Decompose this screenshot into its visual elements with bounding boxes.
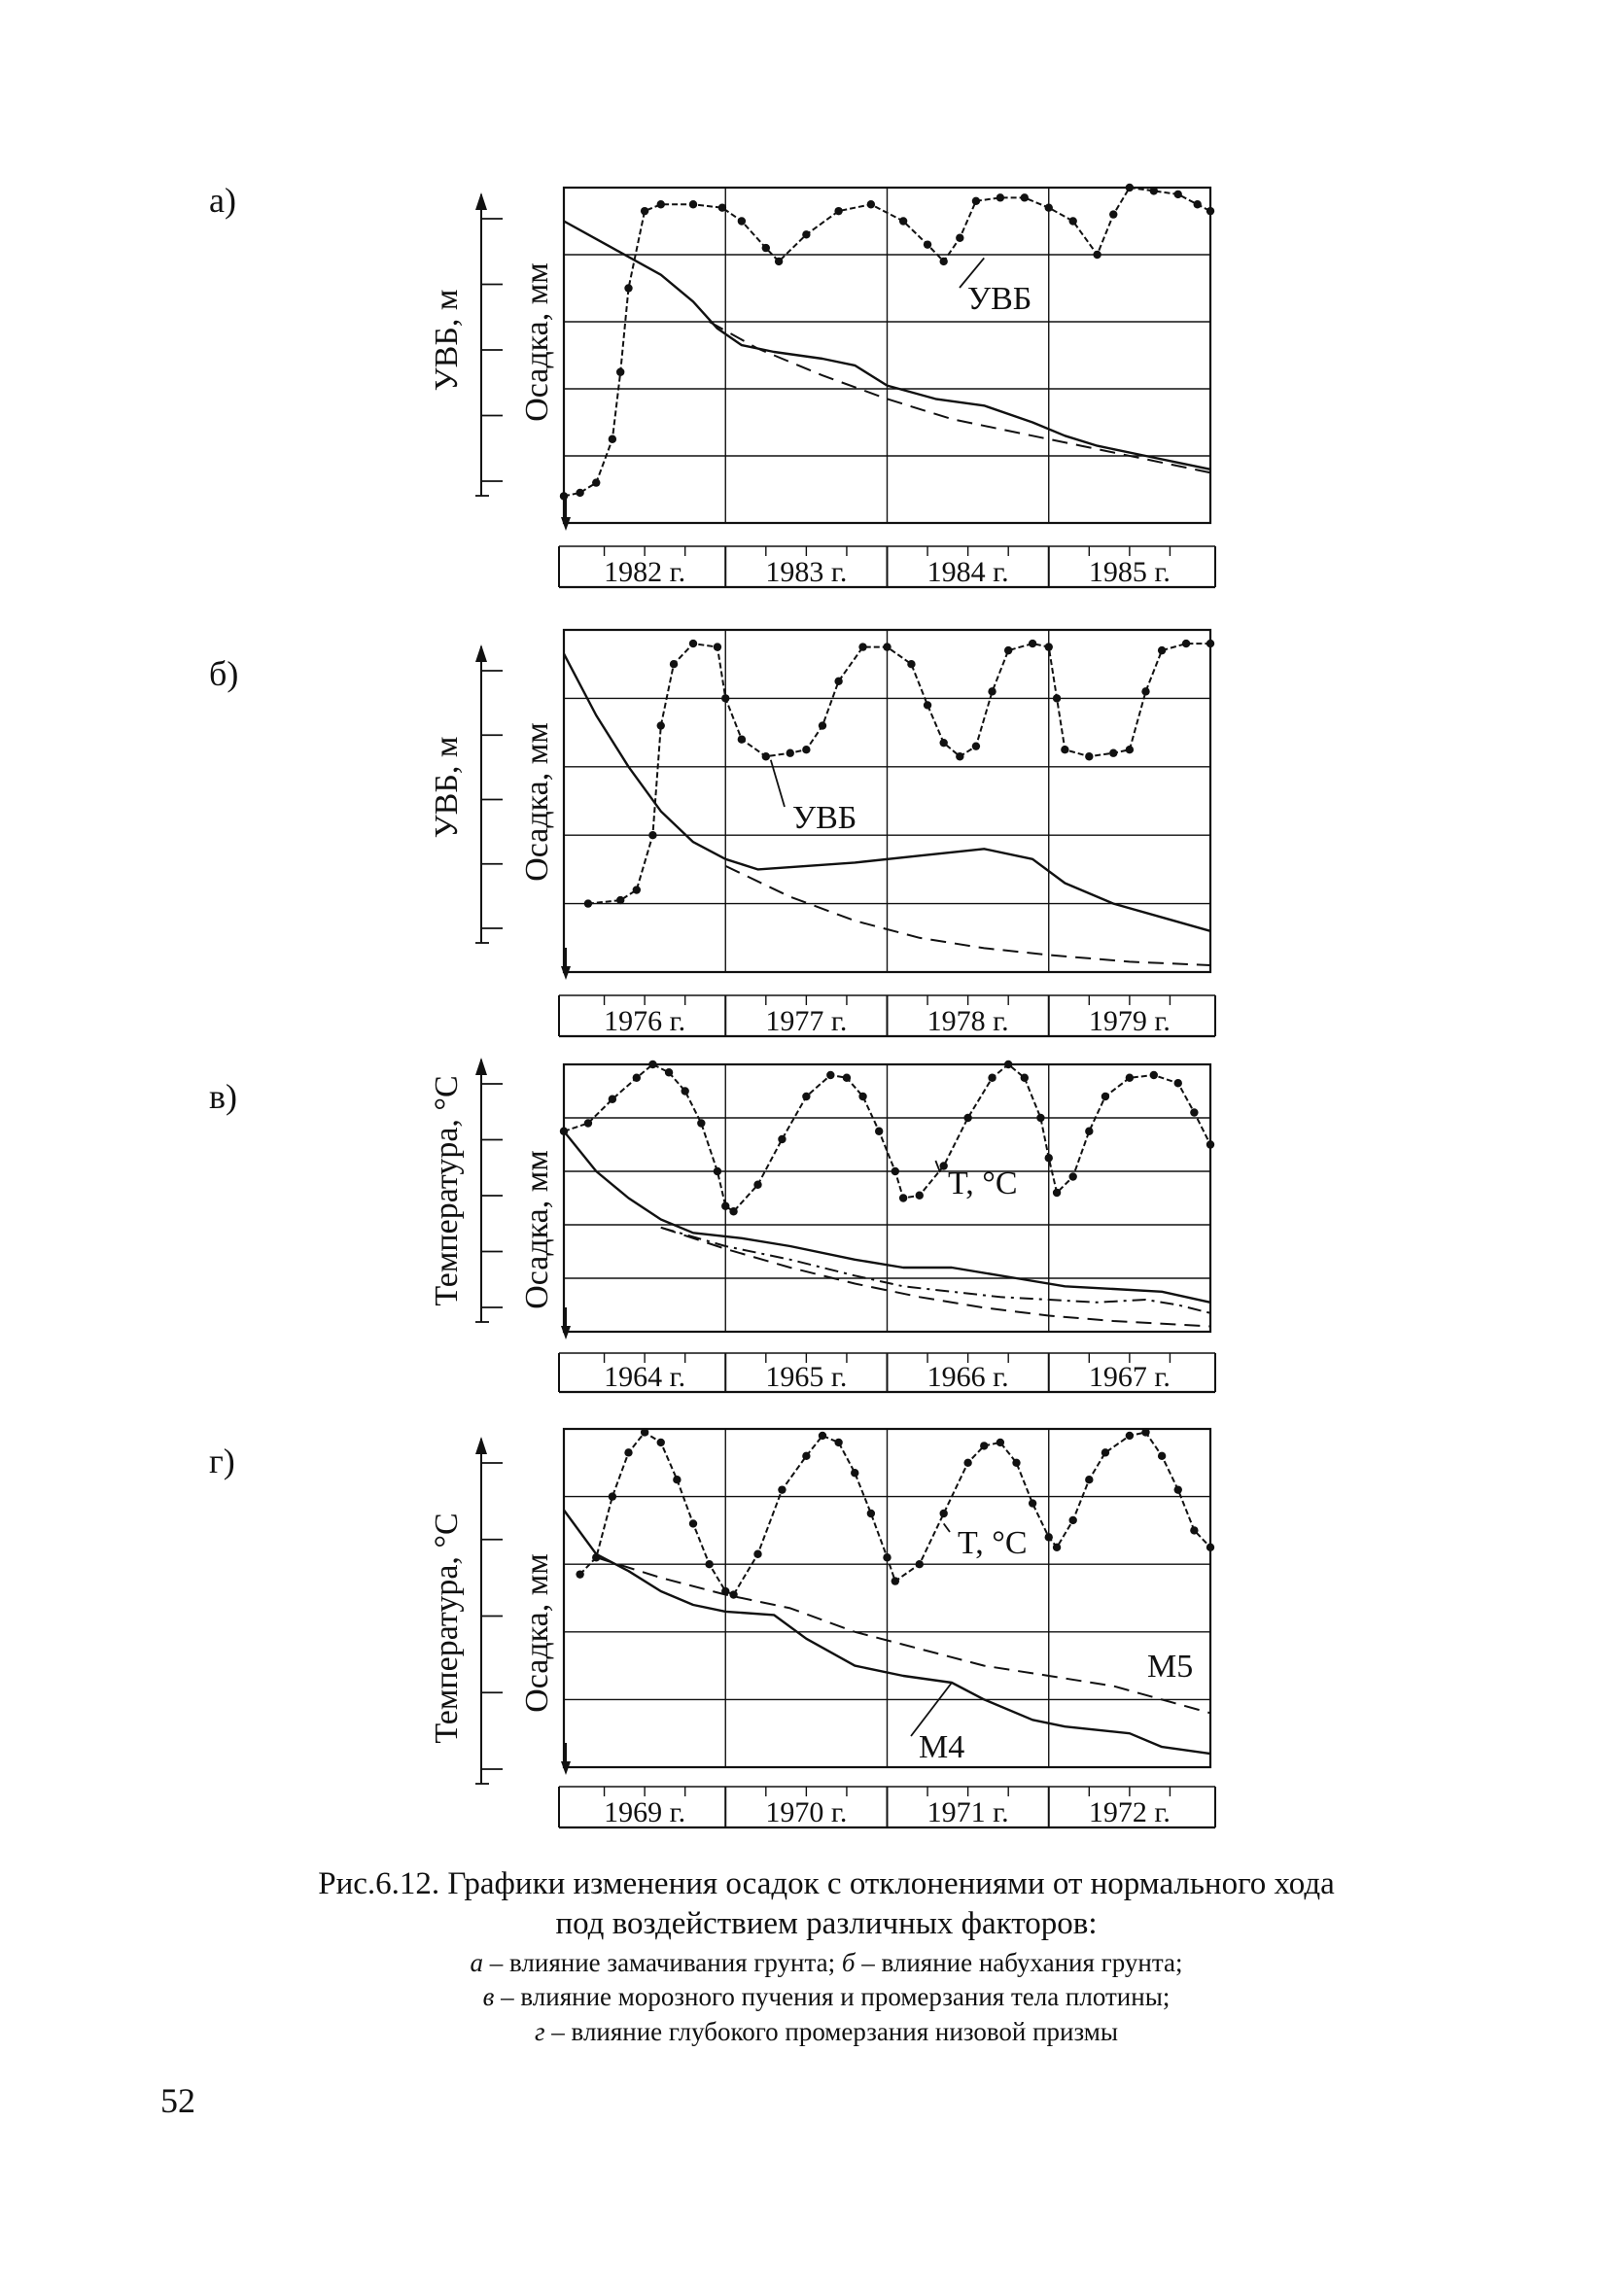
year-label: 1983 г. [765,556,848,588]
series-point [1101,1448,1109,1456]
series-point [714,643,721,650]
left-axis-label: Температура, °C [429,1513,465,1744]
series-point [718,204,726,212]
series-point [1141,687,1149,695]
chart-panel-a [209,181,1215,588]
caption-text-a: – влияние замачивания грунта; [483,1947,842,1977]
caption-text-d: – влияние глубокого промерзания низовой призмы [544,2017,1118,2046]
series-point [1126,746,1134,753]
series-point [834,678,842,685]
series-point [753,1181,761,1189]
series-point [1068,217,1076,225]
series-point [1174,1079,1182,1087]
series-point [673,1476,681,1483]
series-point [1150,187,1158,194]
annotation-label: T, °C [948,1165,1018,1201]
series-point [819,721,826,729]
series-point [972,197,980,205]
year-label: 1970 г. [765,1796,848,1828]
annotation-label: УВБ [792,800,857,836]
series-point [802,1452,810,1460]
series-point [988,1074,996,1082]
series-line [710,322,1210,472]
series-point [775,258,783,265]
series-point [867,1510,875,1517]
series-line [661,1228,1210,1327]
series-point [826,1071,834,1079]
series-point [1190,1108,1198,1116]
series-point [1109,210,1117,218]
series-point [1085,1128,1093,1135]
year-label: 1965 г. [765,1361,848,1393]
series-point [705,1560,713,1568]
series-point [875,1128,883,1135]
year-label: 1969 г. [604,1796,686,1828]
series-point [1150,1071,1158,1079]
series-point [916,1560,924,1568]
series-point [1194,200,1202,208]
series-point [729,1207,737,1215]
series-point [924,240,931,248]
series-point [1085,1476,1093,1483]
series-point [738,217,746,225]
series-point [899,1194,907,1201]
series-point [802,1093,810,1100]
series-point [1004,1061,1012,1068]
series-point [819,1432,826,1440]
series-point [648,831,656,839]
left-axis-arrow [475,644,487,662]
series-point [1045,643,1053,650]
series-point [899,217,907,225]
series-point [665,1068,673,1076]
chart-panel-b [209,630,1215,1037]
series-point [1206,1140,1214,1148]
series-point [939,258,947,265]
series-point [891,1577,899,1584]
series-point [858,1093,866,1100]
series-point [657,200,665,208]
series-point [963,1114,971,1122]
left-axis-arrow [475,1437,487,1454]
series-point [697,1119,705,1127]
caption-line-a [194,1947,1458,1980]
annotation-label: M5 [1147,1649,1194,1685]
series-point [1206,207,1214,215]
series-point [1021,193,1029,201]
series-point [670,660,678,668]
series-point [592,478,600,486]
series-point [714,1167,721,1175]
series-point [721,694,729,702]
series-point [1053,1189,1061,1197]
series-point [641,1428,648,1436]
series-point [1101,1093,1109,1100]
series-point [762,752,770,760]
annotation-label: T, °C [958,1525,1028,1561]
left-axis-arrow [475,192,487,210]
year-label: 1985 г. [1088,556,1171,588]
series-point [1053,694,1061,702]
series-point [1206,1544,1214,1551]
series-point [972,742,980,749]
series-point [1012,1459,1020,1467]
series-point [609,1492,616,1500]
series-point [883,643,891,650]
annotation-label: M4 [919,1729,965,1765]
series-point [988,687,996,695]
caption-text-b: – влияние набухания грунта; [855,1947,1183,1977]
series-point [681,1087,688,1095]
series-point [560,492,568,500]
series-point [802,230,810,238]
series-point [762,244,770,252]
series-point [624,284,632,292]
series-point [956,752,963,760]
series-point [657,1439,665,1446]
year-label: 1976 г. [604,1005,686,1037]
series-point [641,207,648,215]
series-point [1126,1074,1134,1082]
series-point [1206,640,1214,647]
series-point [584,899,592,907]
panel-label: в) [209,1077,237,1116]
chart-panel-c [209,1058,1215,1393]
panel-label: б) [209,654,239,693]
caption-letter-b: б [841,1947,856,1977]
series-point [576,1570,583,1578]
series-point [1158,1452,1166,1460]
series-point [843,1074,851,1082]
left-axis-label: УВБ, м [429,289,465,392]
series-point [1190,1526,1198,1534]
caption-text-c: – влияние морозного пучения и промерзания тела плотины; [494,1982,1171,2012]
settlement-axis-label: Осадка, мм [519,262,555,422]
year-label: 1964 г. [604,1361,686,1393]
series-point [778,1485,786,1493]
year-label: 1967 г. [1088,1361,1171,1393]
series-line [580,1433,1210,1595]
series-point [1036,1114,1044,1122]
left-axis-arrow [475,1058,487,1075]
year-label: 1977 г. [765,1005,848,1037]
caption-title-line1: Рис.6.12. Графики изменения осадок с отклонениями от нормального хода [318,1866,1335,1901]
series-point [1141,1428,1149,1436]
series-point [867,200,875,208]
series-point [1126,184,1134,191]
series-point [883,1553,891,1561]
series-point [624,1448,632,1456]
series-line [588,644,1210,904]
series-point [609,1096,616,1103]
series-point [1174,191,1182,198]
series-point [689,200,697,208]
series-point [609,435,616,443]
panel-label: г) [209,1442,235,1480]
series-line [725,866,1210,965]
series-point [996,1439,1004,1446]
caption-letter-a: а [470,1947,484,1977]
caption-line-c [194,1981,1458,2014]
settlement-axis-label: Осадка, мм [519,1553,555,1713]
figure-caption [194,1864,1458,2049]
caption-letter-d: г [535,2017,545,2046]
series-point [1029,640,1036,647]
series-point [1021,1074,1029,1082]
series-point [834,1439,842,1446]
series-point [1068,1172,1076,1180]
series-point [1029,1499,1036,1507]
series-point [1068,1516,1076,1524]
series-point [1109,749,1117,757]
series-point [657,721,665,729]
series-point [891,1167,899,1175]
series-point [996,193,1004,201]
series-point [1182,640,1190,647]
panel-label: а) [209,181,236,220]
year-label: 1982 г. [604,556,686,588]
series-point [1093,251,1101,259]
series-point [1004,646,1012,654]
annotation-label: УВБ [967,281,1032,317]
series-point [924,701,931,709]
chart-panel-d [209,1428,1215,1828]
series-line [596,1557,1210,1713]
series-point [834,207,842,215]
caption-letter-c: в [482,1982,495,2012]
year-label: 1978 г. [926,1005,1009,1037]
series-point [1174,1485,1182,1493]
series-point [1158,646,1166,654]
annotation-leader [944,1523,950,1532]
annotation-leader [935,1161,940,1172]
series-point [963,1459,971,1467]
series-point [939,1162,947,1169]
series-point [738,735,746,743]
annotation-leader [911,1683,952,1736]
series-point [1045,204,1053,212]
caption-line-d [194,2016,1458,2049]
caption-title-line2: под воздействием различных факторов: [555,1906,1098,1942]
year-label: 1972 г. [1088,1796,1171,1828]
series-point [778,1135,786,1143]
series-point [633,886,641,893]
series-point [721,1202,729,1210]
series-point [1045,1533,1053,1541]
year-label: 1971 г. [926,1796,1009,1828]
series-point [916,1192,924,1200]
series-point [939,739,947,747]
series-point [648,1061,656,1068]
settlement-axis-label: Осадка, мм [519,1150,555,1309]
year-label: 1966 г. [926,1361,1009,1393]
year-label: 1984 г. [926,556,1009,588]
series-line [661,1228,1210,1313]
series-point [1126,1432,1134,1440]
series-point [616,368,624,376]
series-point [753,1550,761,1558]
series-point [851,1469,858,1477]
series-point [956,234,963,242]
page-number: 52 [160,2081,195,2120]
series-point [689,640,697,647]
series-point [802,746,810,753]
series-point [1045,1154,1053,1162]
settlement-axis-label: Осадка, мм [519,722,555,882]
series-point [858,643,866,650]
series-point [787,749,794,757]
series-point [616,896,624,904]
left-axis-label: УВБ, м [429,736,465,839]
series-point [584,1119,592,1127]
left-axis-label: Температура, °C [429,1075,465,1306]
series-point [689,1519,697,1527]
series-point [939,1510,947,1517]
series-point [1085,752,1093,760]
series-point [907,660,915,668]
year-label: 1979 г. [1088,1005,1171,1037]
series-point [1061,746,1068,753]
series-point [980,1442,988,1449]
series-point [576,489,583,497]
series-point [633,1074,641,1082]
series-point [1053,1544,1061,1551]
